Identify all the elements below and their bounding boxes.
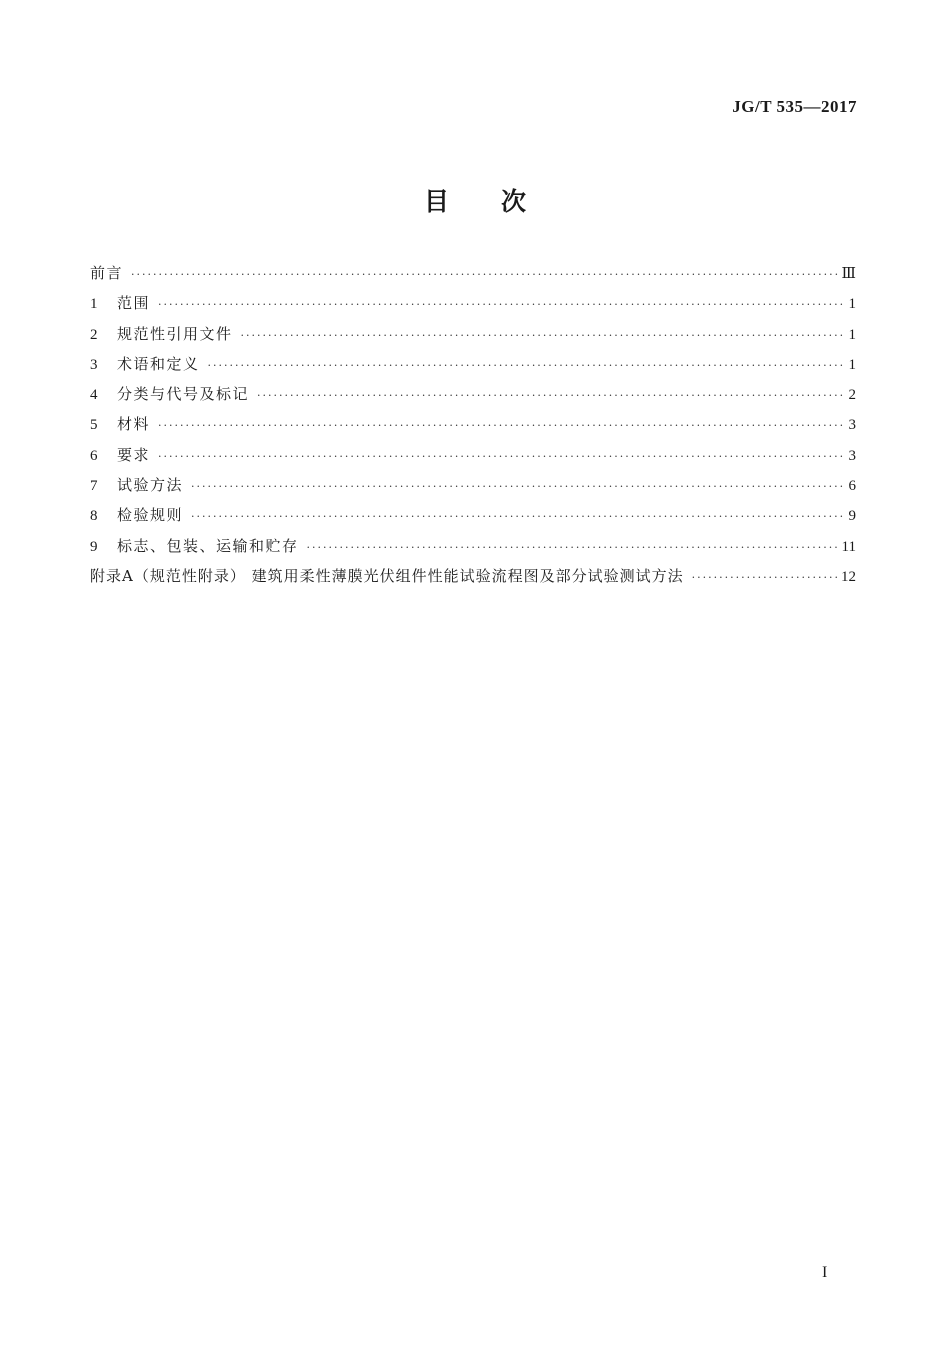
page-title <box>0 182 950 218</box>
toc-entry-page: 9 <box>848 508 856 525</box>
toc-leader-dots <box>158 450 844 463</box>
toc-entry-page: 1 <box>848 356 856 373</box>
toc-entry-number: 7 <box>90 478 98 495</box>
standard-code: JG/T 535—2017 <box>732 97 857 116</box>
toc-entry-page: 1 <box>848 296 856 313</box>
toc-entry-foreword[interactable] <box>90 262 856 292</box>
toc-entry-requirements[interactable] <box>90 444 856 474</box>
toc-entry-label: 检验规则 <box>117 506 184 525</box>
toc-leader-dots <box>307 541 838 554</box>
toc-entry-number: 9 <box>90 538 98 555</box>
toc-entry-terms-definitions[interactable] <box>90 353 856 383</box>
toc-leader-dots <box>692 571 837 584</box>
toc-entry-label: 标志、包装、运输和贮存 <box>117 536 299 555</box>
toc-entry-normative-references[interactable] <box>90 323 856 353</box>
toc-entry-label: 材料 <box>117 415 151 434</box>
toc-entry-label: 要求 <box>117 445 151 464</box>
toc-entry-number: 8 <box>90 508 98 525</box>
toc-entry-label: 前言 <box>90 264 124 282</box>
toc-entry-page: Ⅲ <box>841 266 856 282</box>
page-number: I <box>822 1264 828 1281</box>
toc-entry-number: 4 <box>90 387 98 404</box>
toc-entry-label: 范围 <box>117 294 151 313</box>
toc-leader-dots <box>257 389 844 402</box>
table-of-contents <box>90 262 856 595</box>
toc-entry-marking-packaging[interactable] <box>90 535 856 565</box>
toc-entry-page: 3 <box>848 417 856 434</box>
page-title-char-2: 次 <box>501 187 527 216</box>
toc-leader-dots <box>131 268 838 281</box>
toc-entry-page: 6 <box>848 478 856 495</box>
toc-entry-test-methods[interactable] <box>90 474 856 504</box>
toc-entry-label: 分类与代号及标记 <box>117 385 250 404</box>
toc-entry-page: 11 <box>841 538 856 555</box>
toc-entry-classification[interactable] <box>90 383 856 413</box>
toc-entry-label: 规范性引用文件 <box>117 324 233 343</box>
toc-entry-label: 试验方法 <box>117 476 184 495</box>
toc-entry-label: 附录A（规范性附录） 建筑用柔性薄膜光伏组件性能试验流程图及部分试验测试方法 <box>90 566 684 585</box>
toc-entry-number: 6 <box>90 447 98 464</box>
toc-entry-page: 12 <box>841 568 856 585</box>
toc-entry-page: 2 <box>848 387 856 404</box>
toc-entry-number: 5 <box>90 417 98 434</box>
toc-entry-page: 1 <box>848 326 856 343</box>
toc-leader-dots <box>241 329 844 342</box>
toc-entry-number: 1 <box>90 296 98 313</box>
toc-entry-inspection-rules[interactable] <box>90 504 856 534</box>
toc-entry-scope[interactable] <box>90 292 856 322</box>
toc-leader-dots <box>208 359 844 372</box>
toc-entry-number: 3 <box>90 356 98 373</box>
toc-leader-dots <box>158 298 844 311</box>
toc-leader-dots <box>191 510 844 523</box>
toc-entry-materials[interactable] <box>90 413 856 443</box>
toc-leader-dots <box>158 419 844 432</box>
toc-leader-dots <box>191 480 844 493</box>
toc-entry-label: 术语和定义 <box>117 354 200 373</box>
toc-entry-page: 3 <box>848 447 856 464</box>
toc-entry-appendix-a[interactable] <box>90 565 856 595</box>
page-title-char-1: 目 <box>423 187 449 216</box>
toc-entry-number: 2 <box>90 326 98 343</box>
